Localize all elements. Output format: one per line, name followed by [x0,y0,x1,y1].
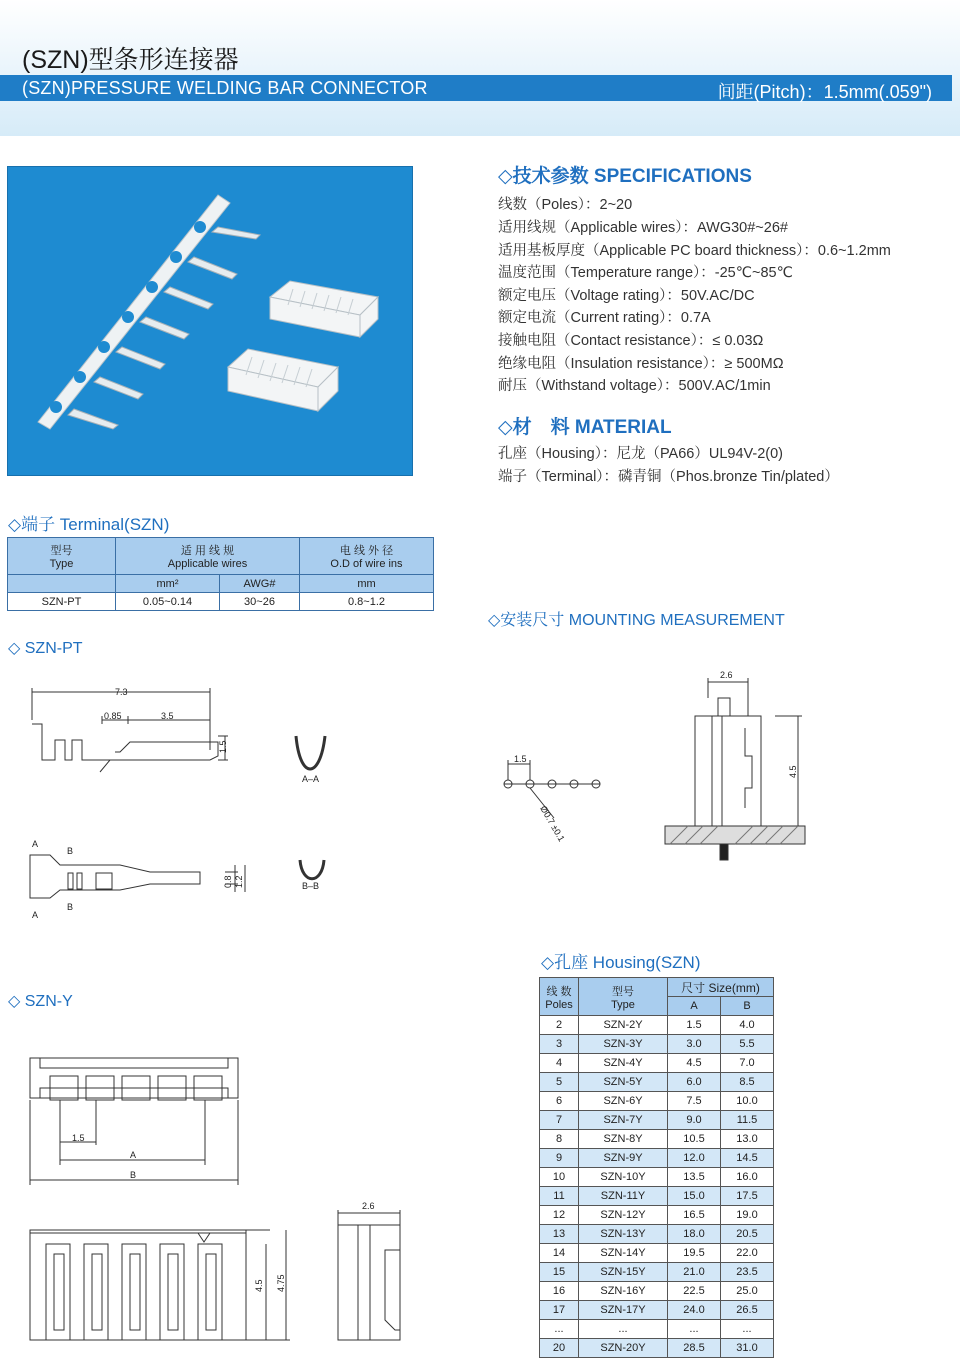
cell-a: 7.5 [668,1092,721,1111]
table-row [540,1092,774,1111]
dim-0-8: 0.8 [223,875,233,888]
cell-a: 16.5 [668,1206,721,1225]
cell-a: 21.0 [668,1263,721,1282]
cell-poles: 4 [540,1054,579,1073]
cell-poles: 9 [540,1149,579,1168]
section-aa: A–A [302,774,320,784]
type-header: 型号 Type [8,538,116,575]
spec-line: 额定电压（Voltage rating）：50V.AC/DC [498,288,755,304]
cell-poles: ... [540,1320,579,1339]
spec-line: 绝缘电阻（Insulation resistance）：≥ 500MΩ [498,356,784,372]
cell-type: SZN-PT [8,593,116,611]
cell-poles: 2 [540,1016,579,1035]
table-row [540,1339,774,1358]
housing-drawing [20,1030,440,1350]
housing-table [539,977,774,1358]
section-bb: B–B [302,881,320,891]
cell-b: 13.0 [721,1130,774,1149]
cell-poles: 13 [540,1225,579,1244]
cell-poles: 17 [540,1301,579,1320]
szn-y-title: ◇ SZN-Y [8,993,73,1010]
spec-line: 额定电流（Current rating）：0.7A [498,310,711,326]
cell-type: SZN-5Y [579,1073,668,1092]
unit-awg: AWG# [220,575,300,593]
cell-type: SZN-20Y [579,1339,668,1358]
cell-b: 22.0 [721,1244,774,1263]
cell-poles: 10 [540,1168,579,1187]
cell-awg: 30~26 [220,593,300,611]
dim-3-5: 3.5 [161,711,174,721]
dim-b: B [130,1170,137,1180]
cell-type: SZN-12Y [579,1206,668,1225]
table-row [540,1187,774,1206]
table-row [8,593,434,611]
product-illustration [8,167,412,475]
table-row [540,1054,774,1073]
material-title: ◇材 料 MATERIAL [498,417,672,438]
cell-b: 11.5 [721,1111,774,1130]
cell-b: 5.5 [721,1035,774,1054]
cell-type: SZN-13Y [579,1225,668,1244]
cell-a: 1.5 [668,1016,721,1035]
label-a: A [32,910,39,920]
label-a: A [32,839,39,849]
cell-b: 26.5 [721,1301,774,1320]
table-row [540,1206,774,1225]
spec-line: 线数（Poles）：2~20 [498,197,633,213]
col-a-header: A [668,997,721,1016]
cell-poles: 6 [540,1092,579,1111]
table-row [540,1263,774,1282]
page-title-cn: (SZN)型条形连接器 [22,46,239,74]
od-header: 电 线 外 径 O.D of wire ins [300,538,434,575]
cell-type: SZN-9Y [579,1149,668,1168]
dim-1-5: 1.5 [218,740,228,753]
cell-poles: 7 [540,1111,579,1130]
pitch-label: 间距(Pitch)：1.5mm(.059") [717,82,932,102]
cell-poles: 11 [540,1187,579,1206]
cell-type: SZN-17Y [579,1301,668,1320]
cell-b: 25.0 [721,1282,774,1301]
table-row [540,1244,774,1263]
cell-a: 24.0 [668,1301,721,1320]
cell-type: SZN-8Y [579,1130,668,1149]
unit-mm2: mm² [116,575,220,593]
cell-b: 10.0 [721,1092,774,1111]
size-header: 尺寸 Size(mm) [668,978,774,997]
cell-a: 6.0 [668,1073,721,1092]
table-row [540,1130,774,1149]
cell-type: SZN-10Y [579,1168,668,1187]
table-row [540,1035,774,1054]
product-photo [7,166,413,476]
spec-line: 温度范围（Temperature range）：-25℃~85℃ [498,265,793,281]
cell-b: ... [721,1320,774,1339]
cell-poles: 8 [540,1130,579,1149]
table-row [540,1225,774,1244]
terminal-table [7,537,434,611]
cell-b: 31.0 [721,1339,774,1358]
cell-b: 14.5 [721,1149,774,1168]
dim-a: A [130,1150,137,1160]
cell-type: SZN-16Y [579,1282,668,1301]
material-line: 端子（Terminal）：磷青铜（Phos.bronze Tin/plated） [498,469,839,485]
cell-a: 9.0 [668,1111,721,1130]
table-row [540,1016,774,1035]
material-line: 孔座（Housing）：尼龙（PA66）UL94V-2(0) [498,446,783,462]
hole-diameter: Ø0.7 ±0.1 [538,804,567,844]
dim-1-5: 1.5 [72,1133,85,1143]
poles-header: 线 数 Poles [540,978,579,1016]
dim-1-5: 1.5 [514,754,527,764]
cell-mm2: 0.05~0.14 [116,593,220,611]
specifications-title: ◇技术参数 SPECIFICATIONS [498,166,752,187]
dim-4-5: 4.5 [788,765,798,778]
cell-poles: 16 [540,1282,579,1301]
cell-a: 3.0 [668,1035,721,1054]
table-row [540,1301,774,1320]
cell-a: 12.0 [668,1149,721,1168]
cell-type: SZN-11Y [579,1187,668,1206]
housing-title: ◇孔座 Housing(SZN) [541,953,701,972]
dim-4-75: 4.75 [276,1274,286,1292]
table-row [540,1320,774,1339]
cell-poles: 12 [540,1206,579,1225]
cell-type: SZN-6Y [579,1092,668,1111]
cell-poles: 14 [540,1244,579,1263]
table-row [540,1282,774,1301]
dim-2-6: 2.6 [720,670,733,680]
label-b: B [67,846,74,856]
cell-a: 19.5 [668,1244,721,1263]
cell-a: 10.5 [668,1130,721,1149]
dim-7-3: 7.3 [115,687,128,697]
label-b: B [67,902,74,912]
dim-2-6: 2.6 [362,1201,375,1211]
cell-poles: 3 [540,1035,579,1054]
page-title-en: (SZN)PRESSURE WELDING BAR CONNECTOR [22,78,428,98]
table-row [540,1073,774,1092]
cell-a: 22.5 [668,1282,721,1301]
spec-line: 接触电阻（Contact resistance）：≤ 0.03Ω [498,333,764,349]
mounting-drawing [490,668,830,868]
cell-b: 23.5 [721,1263,774,1282]
cell-type: SZN-7Y [579,1111,668,1130]
table-row [540,1168,774,1187]
cell-b: 7.0 [721,1054,774,1073]
type-header: 型号 Type [579,978,668,1016]
spec-line: 适用线规（Applicable wires）：AWG30#~26# [498,220,788,236]
cell-a: 18.0 [668,1225,721,1244]
cell-type: SZN-4Y [579,1054,668,1073]
cell-a: 13.5 [668,1168,721,1187]
unit-blank [8,575,116,593]
unit-mm: mm [300,575,434,593]
cell-b: 19.0 [721,1206,774,1225]
cell-a: 28.5 [668,1339,721,1358]
cell-od: 0.8~1.2 [300,593,434,611]
table-row [540,1149,774,1168]
dim-1-2: 1.2 [234,875,244,888]
table-row [540,1111,774,1130]
cell-poles: 15 [540,1263,579,1282]
szn-pt-title: ◇ SZN-PT [8,640,83,657]
terminal-title: ◇端子 Terminal(SZN) [8,515,170,534]
cell-a: ... [668,1320,721,1339]
spec-line: 适用基板厚度（Applicable PC board thickness）：0.6~1.2mm [498,243,891,259]
cell-poles: 5 [540,1073,579,1092]
dim-0-85: 0.85 [104,711,122,721]
cell-poles: 20 [540,1339,579,1358]
cell-type: SZN-2Y [579,1016,668,1035]
cell-a: 4.5 [668,1054,721,1073]
cell-type: SZN-3Y [579,1035,668,1054]
cell-b: 17.5 [721,1187,774,1206]
cell-a: 15.0 [668,1187,721,1206]
cell-type: SZN-14Y [579,1244,668,1263]
cell-b: 4.0 [721,1016,774,1035]
wires-header: 适 用 线 规 Applicable wires [116,538,300,575]
mounting-title: ◇安装尺寸 MOUNTING MEASUREMENT [488,612,785,629]
terminal-drawing [20,680,320,940]
spec-line: 耐压（Withstand voltage）：500V.AC/1min [498,378,771,394]
cell-b: 8.5 [721,1073,774,1092]
dim-4-5: 4.5 [254,1279,264,1292]
cell-b: 16.0 [721,1168,774,1187]
cell-type: ... [579,1320,668,1339]
col-b-header: B [721,997,774,1016]
cell-type: SZN-15Y [579,1263,668,1282]
cell-b: 20.5 [721,1225,774,1244]
